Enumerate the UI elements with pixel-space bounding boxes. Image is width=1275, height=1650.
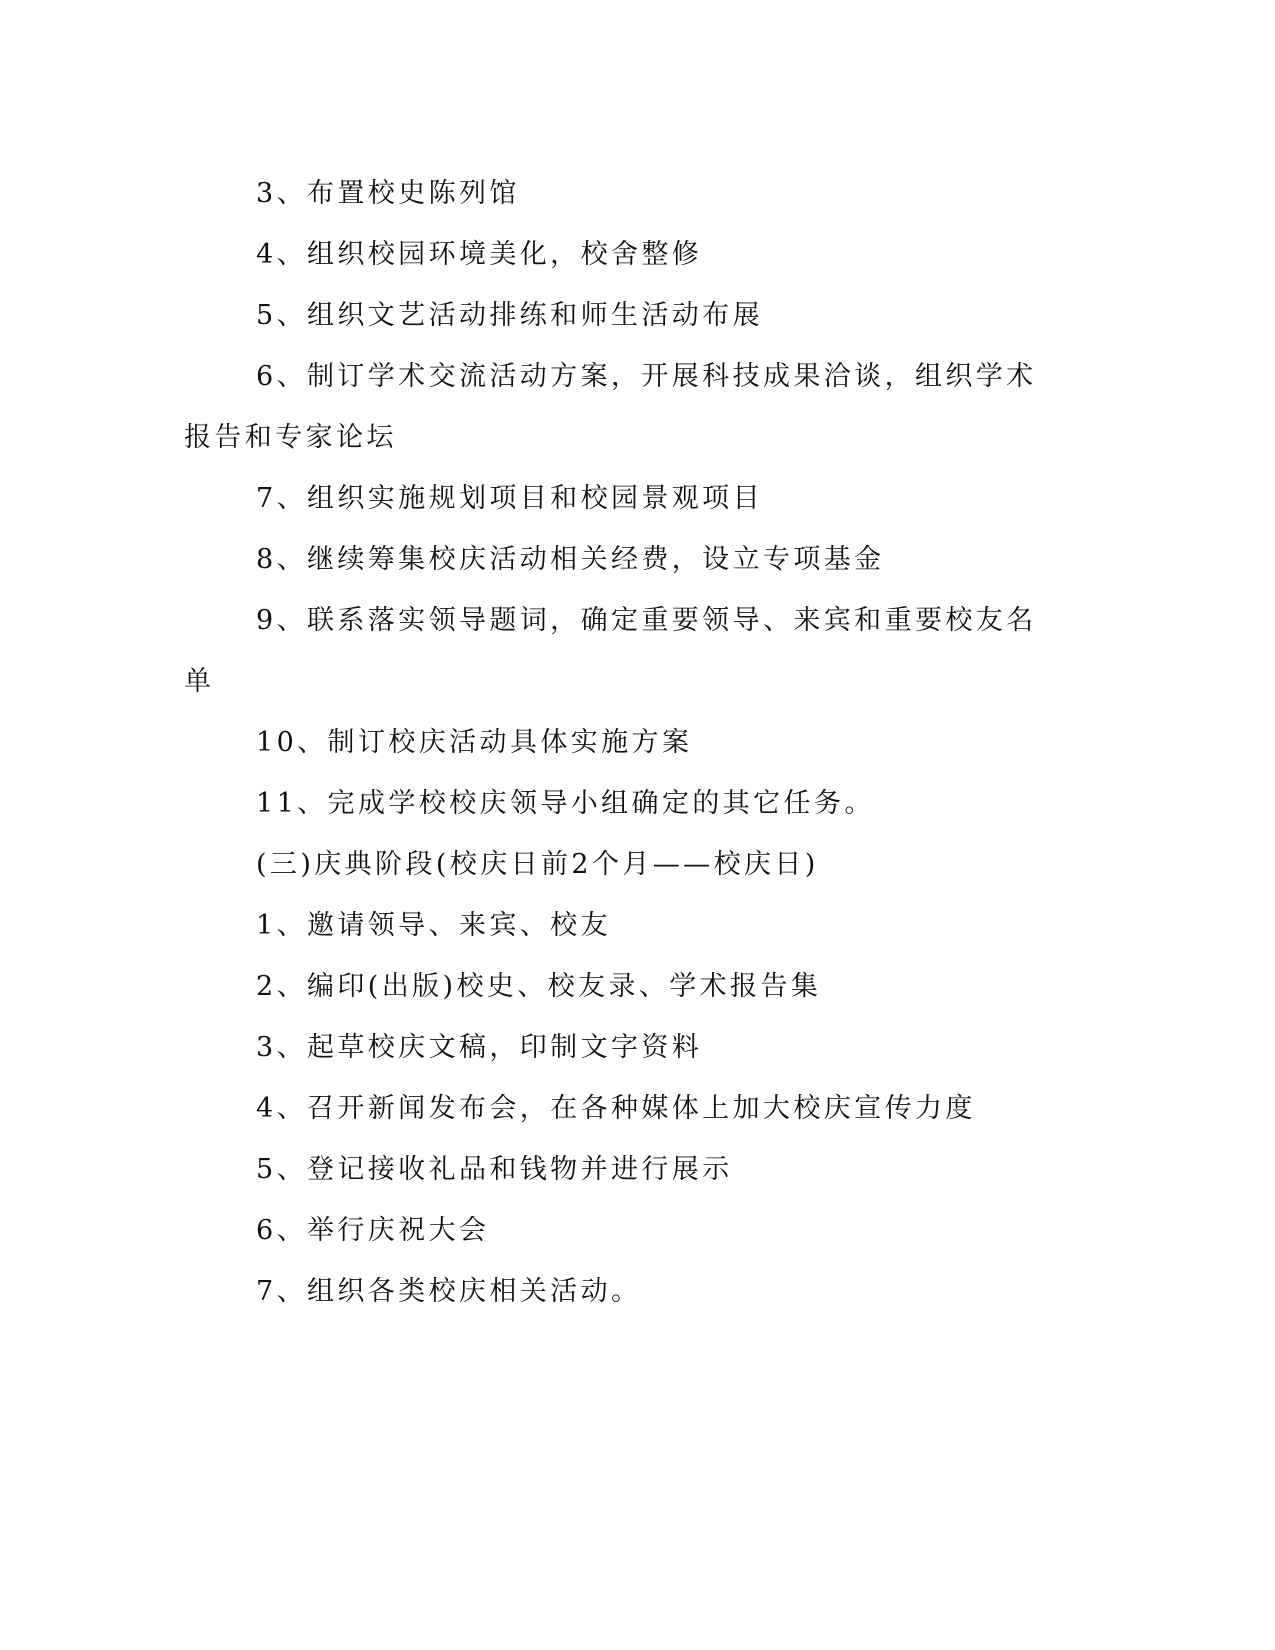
paragraph-item-11-other-tasks: 11、完成学校校庆领导小组确定的其它任务。	[256, 788, 875, 819]
paragraph-item-4-campus-beautify: 4、组织校园环境美化，校舍整修	[256, 239, 703, 270]
paragraph-item-8-fundraising: 8、继续筹集校庆活动相关经费，设立专项基金	[256, 544, 885, 575]
paragraph-stage3-item-4-press: 4、召开新闻发布会，在各种媒体上加大校庆宣传力度	[256, 1093, 976, 1124]
paragraph-stage3-item-2-publish: 2、编印(出版)校史、校友录、学术报告集	[256, 971, 822, 1002]
paragraph-item-6-academic-exchange: 6、制订学术交流活动方案，开展科技成果洽谈，组织学术报告和专家论坛	[184, 361, 1037, 453]
paragraph-stage3-item-1-invite: 1、邀请领导、来宾、校友	[256, 910, 611, 941]
paragraph-item-10-implementation-plan: 10、制订校庆活动具体实施方案	[256, 727, 693, 758]
paragraph-stage3-item-6-ceremony: 6、举行庆祝大会	[256, 1215, 490, 1246]
paragraph-item-7-planning-projects: 7、组织实施规划项目和校园景观项目	[256, 483, 763, 514]
paragraph-stage3-item-3-draft: 3、起草校庆文稿，印制文字资料	[256, 1032, 703, 1063]
document-body	[184, 163, 1054, 1322]
paragraph-stage3-item-5-gifts: 5、登记接收礼品和钱物并进行展示	[256, 1154, 733, 1185]
paragraph-item-9-guest-list: 9、联系落实领导题词，确定重要领导、来宾和重要校友名单	[184, 605, 1037, 697]
section-heading-celebration-stage: (三)庆典阶段(校庆日前2个月——校庆日)	[256, 849, 819, 880]
paragraph-item-3-setup-museum: 3、布置校史陈列馆	[256, 178, 520, 209]
paragraph-stage3-item-7-activities: 7、组织各类校庆相关活动。	[256, 1276, 642, 1307]
paragraph-item-5-arts-rehearsal: 5、组织文艺活动排练和师生活动布展	[256, 300, 763, 331]
